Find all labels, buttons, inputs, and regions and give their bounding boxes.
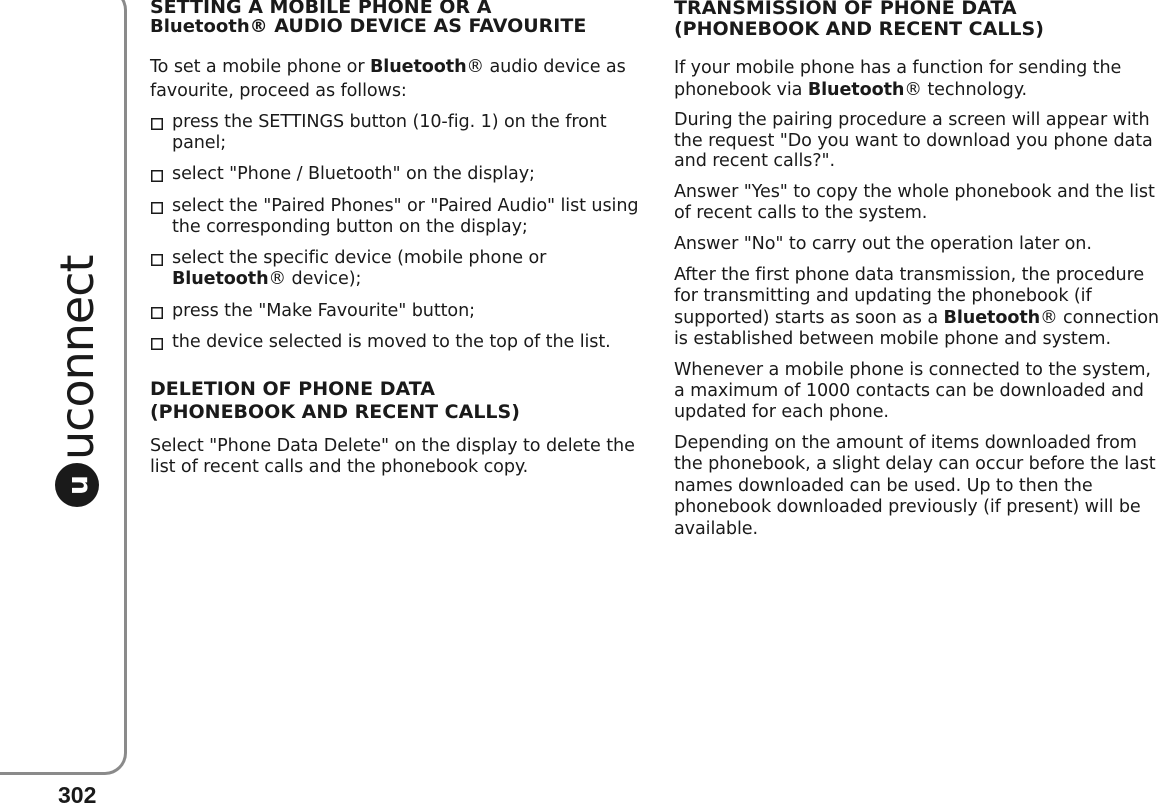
paragraph-bluetooth: Bluetooth — [943, 307, 1041, 328]
list-item-bluetooth: Bluetooth — [172, 269, 269, 289]
intro-text-end: ® audio device as favourite, proceed as follows: — [150, 57, 626, 101]
paragraph: During the pairing procedure a screen will appear with the request "Do you want to download you phone data and recent calls?". — [674, 110, 1153, 171]
right-column — [674, 0, 1167, 540]
logo-u: u — [61, 475, 94, 495]
heading-line2-rest: AUDIO DEVICE AS FAVOURITE — [267, 15, 587, 37]
checkbox-bullet-icon — [151, 202, 163, 214]
heading-line2-brand: Bluetooth® — [150, 16, 268, 37]
checkbox-bullet-icon — [151, 307, 163, 319]
paragraph-text-end: ® connection is established between mobile phone and system. — [674, 307, 1159, 349]
uconnect-logo-icon — [0, 0, 127, 775]
heading-line2: (PHONEBOOK AND RECENT CALLS) — [674, 18, 1044, 40]
paragraph: Answer "No" to carry out the operation later on. — [674, 233, 1092, 254]
list-item-text: select the "Paired Phones" or "Paired Audio" list using the corresponding button on the display; — [172, 196, 639, 237]
list-item — [150, 196, 655, 238]
checkbox-bullet-icon — [151, 118, 163, 130]
paragraph: Whenever a mobile phone is connected to the system, a maximum of 1000 contacts can be downloaded and updated for each phone. — [674, 359, 1151, 422]
deletion-paragraph: Select "Phone Data Delete" on the display to delete the list of recent calls and the phonebook copy. — [150, 436, 635, 477]
list-item-text: select the specific device (mobile phone or — [172, 248, 547, 268]
list-item-text-end: ® device); — [268, 269, 362, 289]
paragraph — [674, 265, 1167, 351]
checkbox-bullet-icon — [151, 170, 163, 182]
list-item — [150, 301, 655, 322]
heading-line1: SETTING A MOBILE PHONE OR A — [150, 0, 492, 18]
list-item — [150, 164, 655, 185]
intro-paragraph — [150, 55, 655, 103]
list-item — [150, 112, 655, 154]
section-heading-favourite — [150, 0, 655, 36]
section-heading-deletion — [150, 378, 655, 424]
list-item-text: the device selected is moved to the top of the list. — [172, 332, 611, 352]
checkbox-bullet-icon — [151, 338, 163, 350]
page-number: 302 — [58, 782, 97, 808]
paragraph: Answer "Yes" to copy the whole phonebook and the list of recent calls to the system. — [674, 181, 1155, 223]
heading-line1: TRANSMISSION OF PHONE DATA — [674, 0, 1017, 19]
paragraph-bluetooth: Bluetooth — [807, 80, 905, 100]
paragraph-text-end: ® technology. — [904, 80, 1028, 100]
heading-line1: DELETION OF PHONE DATA — [150, 378, 435, 400]
section-heading-transmission — [674, 0, 1167, 40]
logo-text: uconnect — [50, 255, 104, 460]
paragraph-text: If your mobile phone has a function for sending the phonebook via — [674, 58, 1122, 100]
left-column — [150, 0, 655, 478]
intro-bluetooth: Bluetooth — [369, 57, 467, 77]
list-item — [150, 332, 655, 353]
list-item-text: press the SETTINGS button (10-fig. 1) on the front panel; — [172, 112, 607, 153]
paragraph — [674, 57, 1167, 101]
intro-text: To set a mobile phone or — [150, 57, 370, 77]
paragraph: Depending on the amount of items downloaded from the phonebook, a slight delay can occur before the last names downloaded can be used. Up to then the phonebook downloaded previously (if present) will be available. — [674, 432, 1156, 539]
heading-line2: (PHONEBOOK AND RECENT CALLS) — [150, 401, 520, 423]
list-item-text: press the "Make Favourite" button; — [172, 301, 475, 321]
list-item-text: select "Phone / Bluetooth" on the display; — [172, 164, 535, 184]
paragraph-text: After the first phone data transmission, the procedure for transmitting and updating the phonebook (if supported) starts as soon as a — [674, 264, 1145, 328]
list-item — [150, 248, 655, 290]
checkbox-bullet-icon — [151, 254, 163, 266]
